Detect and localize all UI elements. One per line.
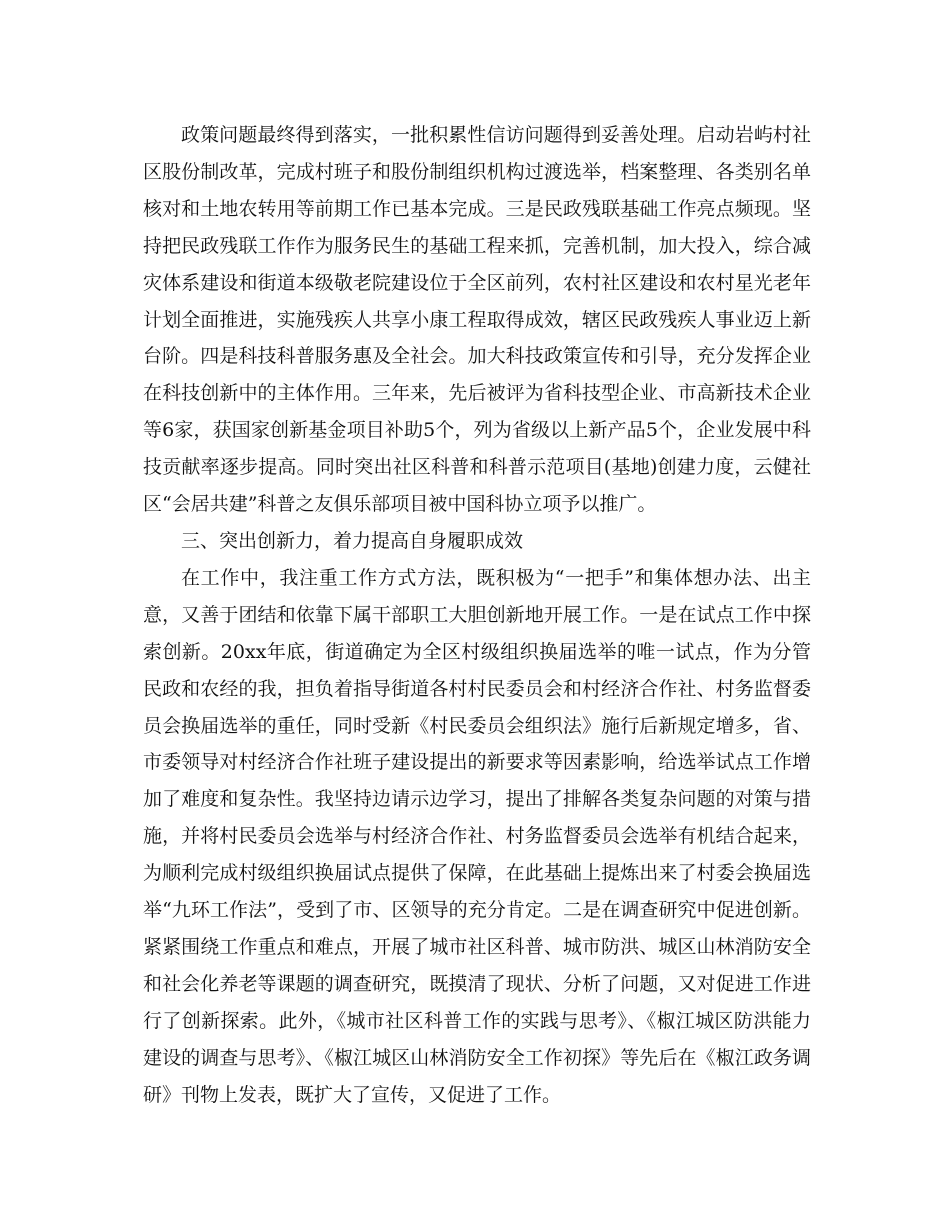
document-body (143, 117, 811, 1113)
paragraph-achievements: 政策问题最终得到落实，一批积累性信访问题得到妥善处理。启动岩屿村社区股份制改革，完成村班子和股份制组织机构过渡选举，档案整理、各类别名单核对和土地农转用等前期工作已基本完成。三是民政残联基础工作亮点频现。坚持把民政残联工作作为服务民生的基础工程来抓，完善机制，加大投入，综合减灾体系建设和街道本级敬老院建设位于全区前列，农村社区建设和农村星光老年计划全面推进，实施残疾人共享小康工程取得成效，辖区民政残疾人事业迈上新台阶。四是科技科普服务惠及全社会。加大科技政策宣传和引导，充分发挥企业在科技创新中的主体作用。三年来，先后被评为省科技型企业、市高新技术企业等6家，获国家创新基金项目补助5个，列为省级以上新产品5个，企业发展中科技贡献率逐步提高。同时突出社区科普和科普示范项目(基地)创建力度，云健社区“会居共建”科普之友俱乐部项目被中国科协立项予以推广。 (143, 124, 811, 516)
paragraph-innovation: 在工作中，我注重工作方式方法，既积极为“一把手”和集体想办法、出主意，又善于团结和依靠下属干部职工大胆创新地开展工作。一是在试点工作中探索创新。20xx年底，街道确定为全区村级组织换届选举的唯一试点，作为分管民政和农经的我，担负着指导街道各村村民委员会和村经济合作社、村务监督委员会换届选举的重任，同时受新《村民委员会组织法》施行后新规定增多，省、市委领导对村经济合作社班子建设提出的新要求等因素影响，给选举试点工作增加了难度和复杂性。我坚持边请示边学习，提出了排解各类复杂问题的对策与措施，并将村民委员会选举与村经济合作社、村务监督委员会选举有机结合起来，为顺利完成村级组织换届试点提供了保障，在此基础上提炼出来了村委会换届选举“九环工作法”，受到了市、区领导的充分肯定。二是在调查研究中促进创新。紧紧围绕工作重点和难点，开展了城市社区科普、城市防洪、城区山林消防安全和社会化养老等课题的调查研究，既摸清了现状、分析了问题，又对促进工作进行了创新探索。此外，《城市社区科普工作的实践与思考》、《椒江城区防洪能力建设的调查与思考》、《椒江城区山林消防安全工作初探》等先后在《椒江政务调研》刊物上发表，既扩大了宣传，又促进了工作。 (143, 566, 811, 1106)
section-heading-innovation: 三、突出创新力，着力提高自身履职成效 (181, 529, 524, 552)
